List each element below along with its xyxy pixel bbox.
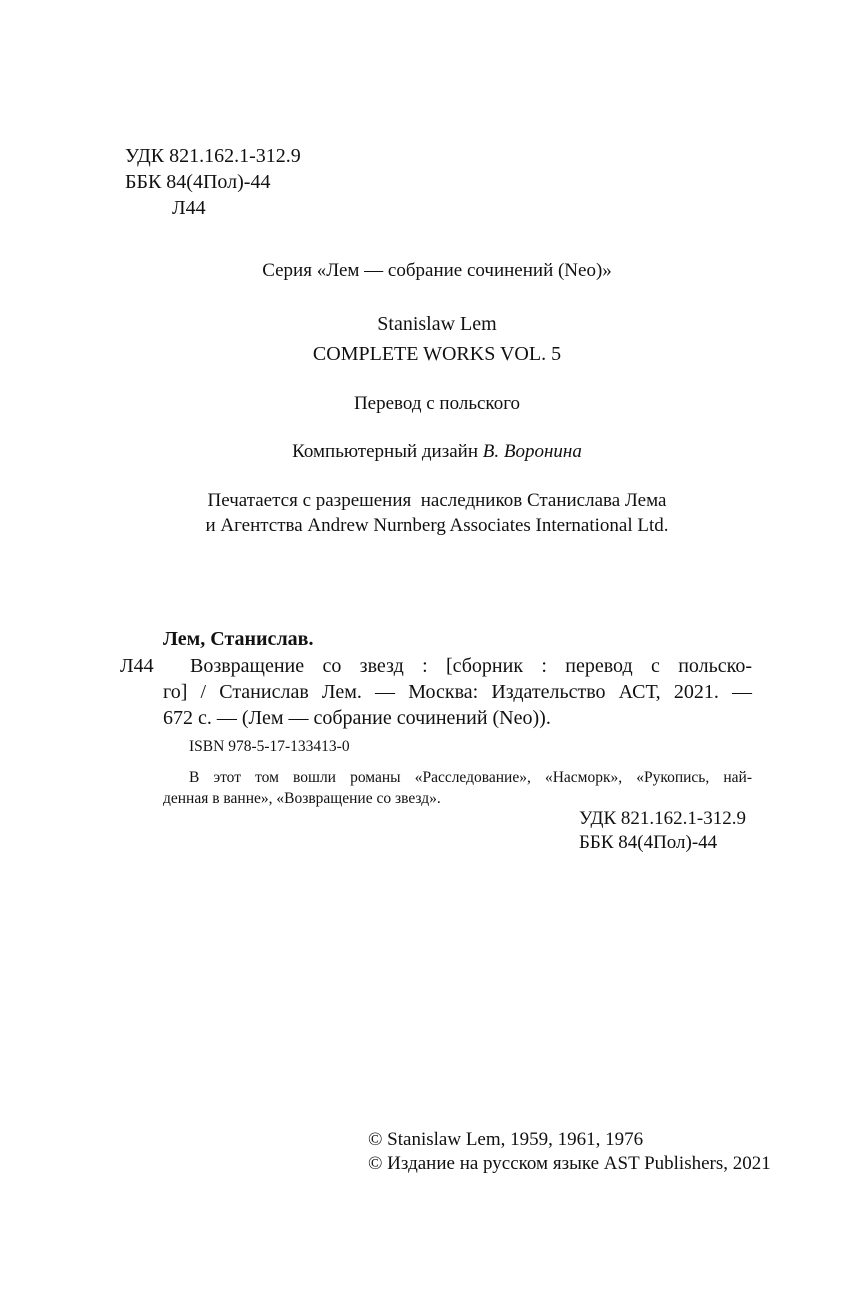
catalog-entry-line-3: 672 с. — (Лем — собрание сочинений (Neo)). <box>163 707 551 729</box>
annotation-line-1: В этот том вошли романы «Расследование», «Насморк», «Рукопись, най- <box>189 769 752 786</box>
catalog-entry-line-1: Возвращение со звезд : [сборник : перевод с польско- <box>190 655 752 677</box>
design-credit-prefix: Компьютерный дизайн <box>292 441 479 462</box>
bbk-code-top: ББК 84(4Пол)-44 <box>125 171 271 193</box>
translation-note: Перевод с польского <box>353 393 521 414</box>
original-author: Stanislaw Lem <box>377 313 497 335</box>
udk-code-bottom: УДК 821.162.1-312.9 <box>579 808 746 829</box>
isbn: ISBN 978-5-17-133413-0 <box>189 738 350 755</box>
udk-code-top: УДК 821.162.1-312.9 <box>125 145 301 167</box>
catalog-entry-line-2: го] / Станислав Лем. — Москва: Издательство АСТ, 2021. — <box>163 681 752 703</box>
permission-line-2: и Агентства Andrew Nurnberg Associates International Ltd. <box>205 515 669 536</box>
permission-line-1: Печатается с разрешения наследников Станислава Лема <box>207 490 667 511</box>
annotation-line-2: денная в ванне», «Возвращение со звезд». <box>163 790 441 807</box>
copyright-line-2: © Издание на русском языке AST Publishers, 2021 <box>368 1153 771 1174</box>
series-line: Серия «Лем — собрание сочинений (Neo)» <box>262 260 612 281</box>
copyright-line-1: © Stanislaw Lem, 1959, 1961, 1976 <box>368 1129 644 1150</box>
bbk-code-bottom: ББК 84(4Пол)-44 <box>579 832 718 853</box>
catalog-author-mark: Л44 <box>120 655 154 677</box>
author-mark-top: Л44 <box>172 197 206 219</box>
original-title: COMPLETE WORKS VOL. 5 <box>312 343 562 365</box>
catalog-heading: Лем, Станислав. <box>163 628 314 650</box>
designer-name: В. Воронина <box>482 441 582 462</box>
design-credit <box>15 440 844 464</box>
